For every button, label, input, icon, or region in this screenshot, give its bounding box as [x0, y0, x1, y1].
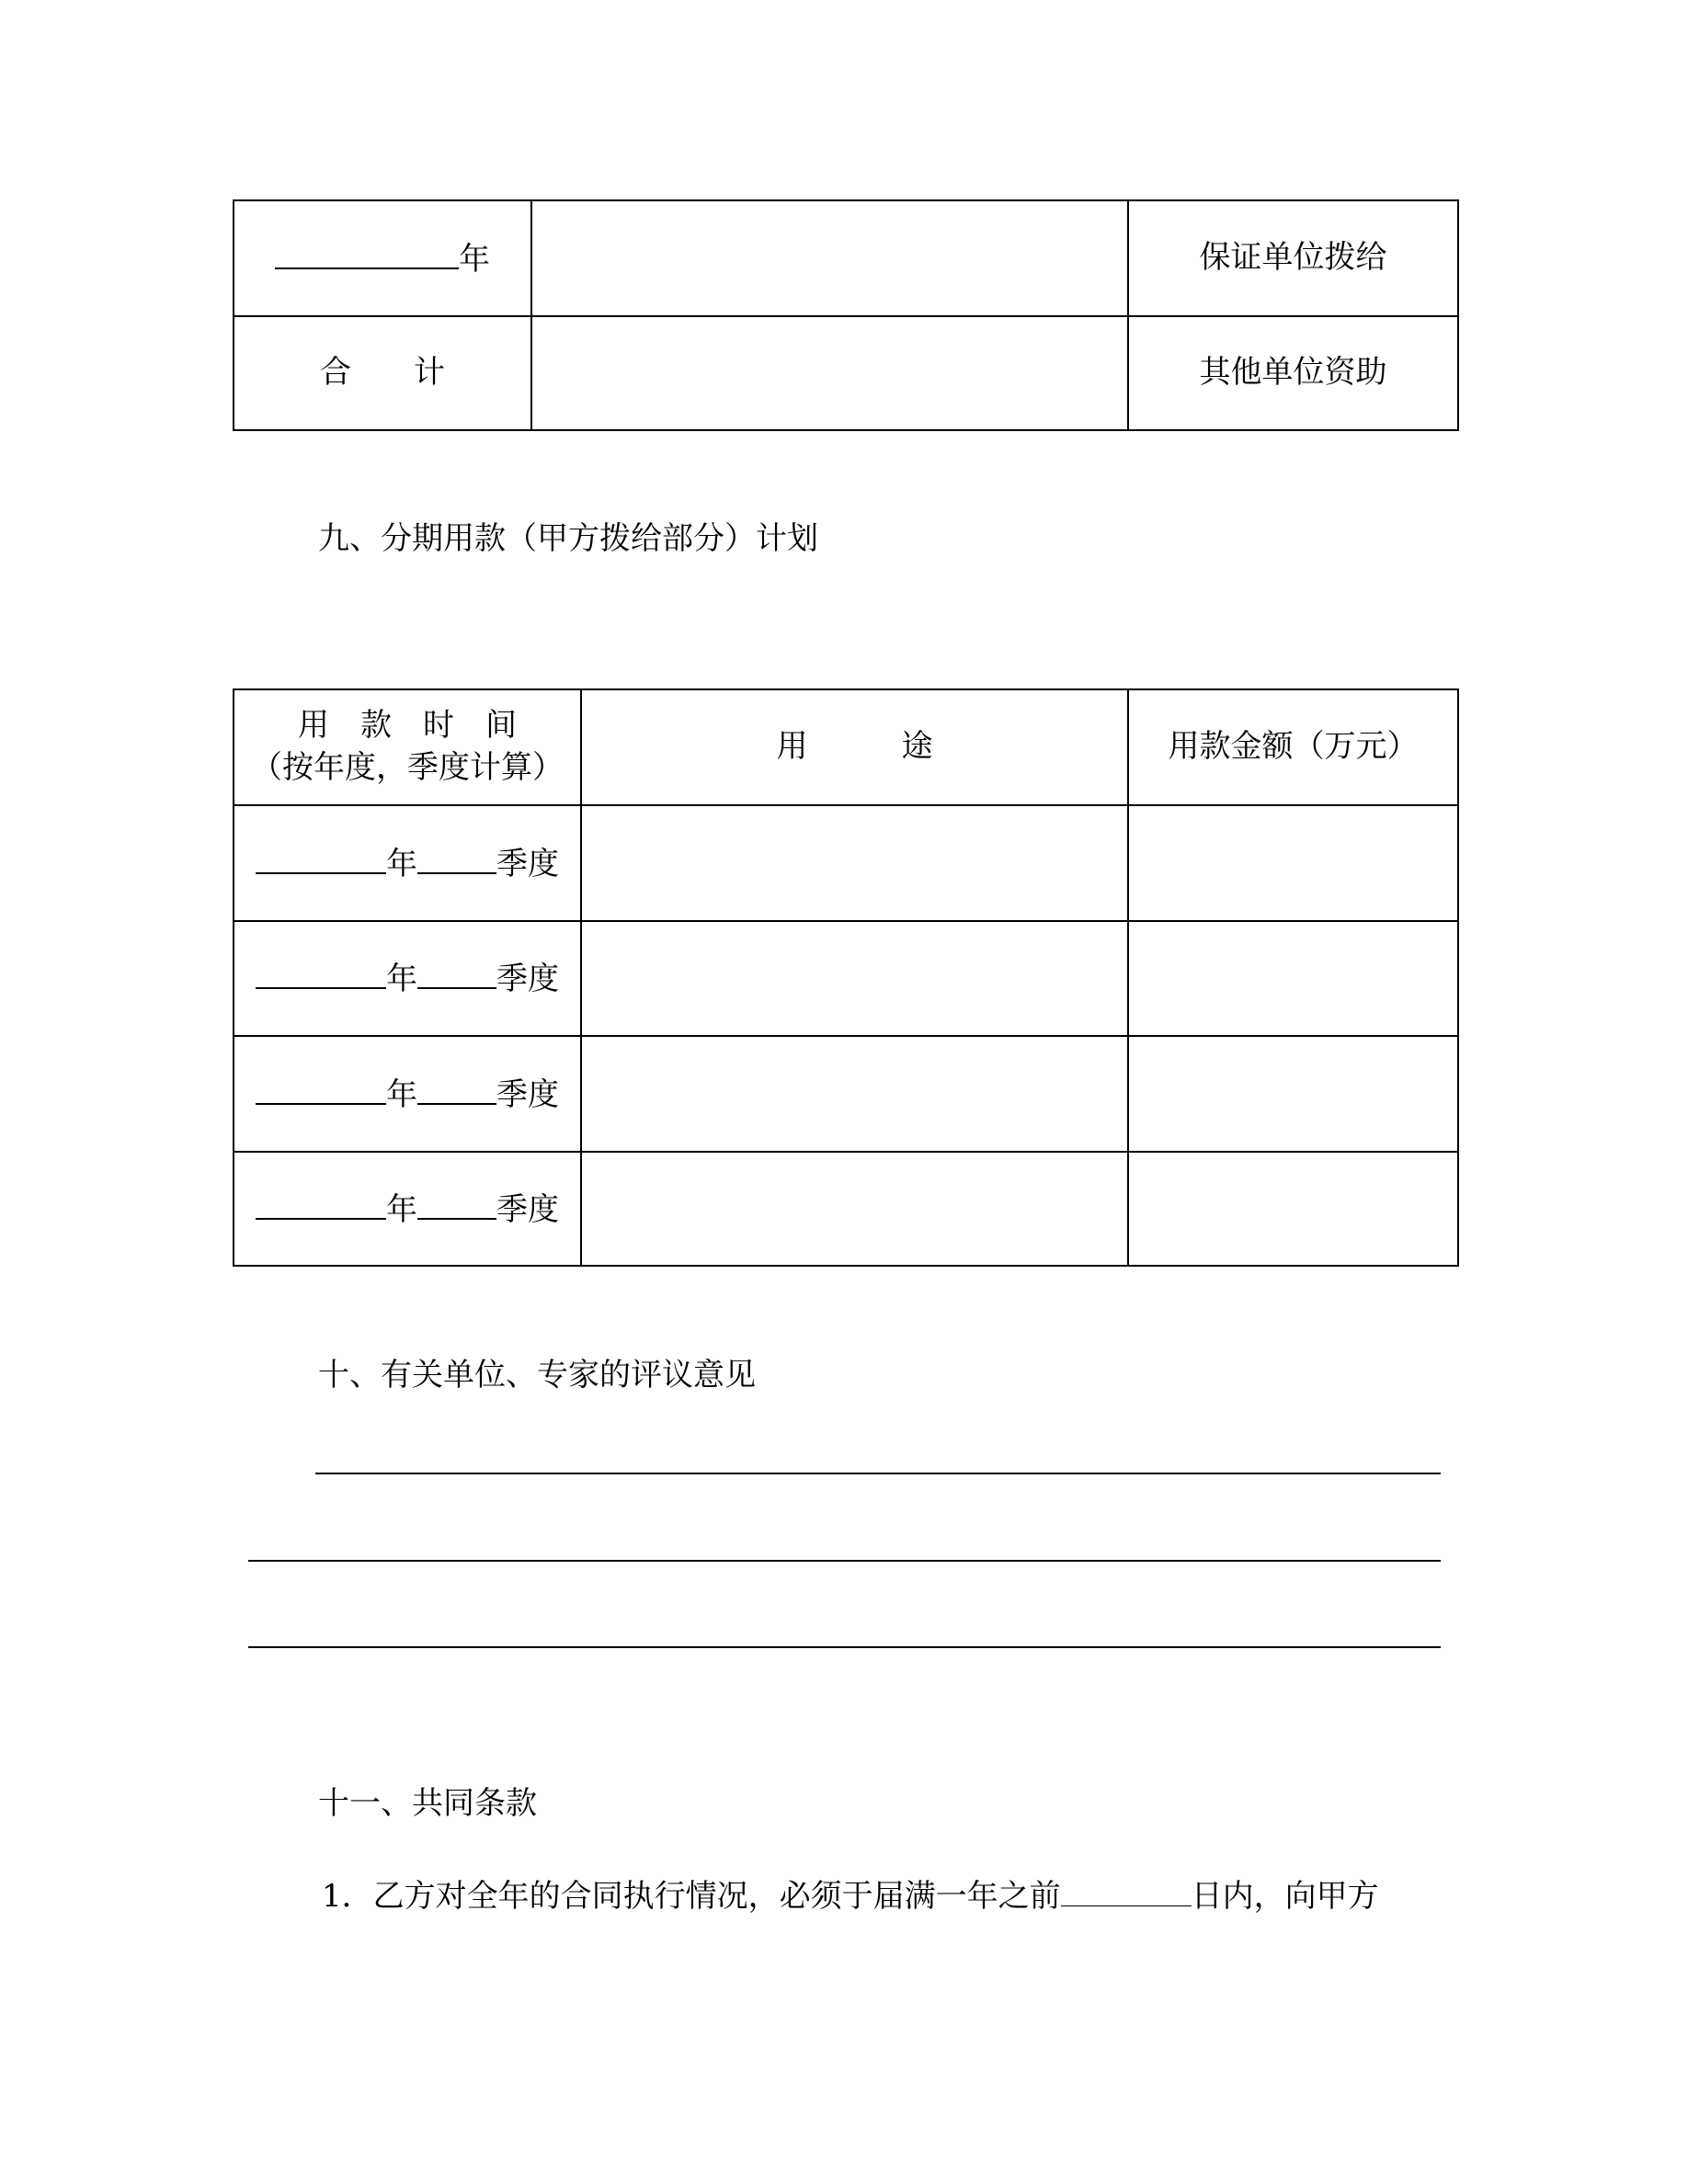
time-cell — [234, 921, 581, 1036]
header-purpose: 用 途 — [581, 689, 1128, 805]
amount-cell[interactable] — [531, 200, 1128, 316]
year-label: 年 — [386, 1075, 417, 1113]
year-label: 年 — [386, 1190, 417, 1228]
quarter-label: 季度 — [496, 1190, 559, 1228]
purpose-cell[interactable] — [581, 805, 1128, 921]
time-cell — [234, 1152, 581, 1266]
quarter-label: 季度 — [496, 845, 559, 882]
comment-line-3[interactable] — [248, 1646, 1441, 1648]
total-label: 合 计 — [234, 316, 531, 430]
table-header-row — [234, 689, 1458, 805]
purpose-cell[interactable] — [581, 1036, 1128, 1152]
year-blank[interactable] — [256, 1187, 386, 1220]
source-label: 其他单位资助 — [1128, 316, 1458, 430]
table-row — [234, 805, 1458, 921]
year-label: 年 — [459, 240, 490, 278]
purpose-cell[interactable] — [581, 921, 1128, 1036]
item1-text-suffix: 日内，向甲方 — [1191, 1878, 1379, 1915]
source-label: 保证单位拨给 — [1128, 200, 1458, 316]
purpose-cell[interactable] — [581, 1152, 1128, 1266]
section11-heading: 十一、共同条款 — [318, 1785, 537, 1822]
comment-line-2[interactable] — [248, 1560, 1441, 1562]
table-row — [234, 1036, 1458, 1152]
funding-source-table — [233, 199, 1459, 431]
quarter-blank[interactable] — [417, 956, 496, 989]
total-amount-cell[interactable] — [531, 316, 1128, 430]
quarter-label: 季度 — [496, 1075, 559, 1113]
item1-text: 1．乙方对全年的合同执行情况，必须于届满一年之前 — [322, 1878, 1061, 1915]
year-blank[interactable] — [275, 236, 459, 269]
header-time-line2: （按年度，季度计算） — [251, 749, 564, 786]
quarter-blank[interactable] — [417, 1072, 496, 1105]
section9-heading: 九、分期用款（甲方拨给部分）计划 — [318, 520, 818, 557]
table-row — [234, 921, 1458, 1036]
comment-line-1[interactable] — [315, 1473, 1441, 1474]
quarter-blank[interactable] — [417, 841, 496, 874]
time-cell — [234, 805, 581, 921]
amount-cell[interactable] — [1128, 1152, 1458, 1266]
table-row — [234, 1152, 1458, 1266]
quarter-label: 季度 — [496, 961, 559, 998]
section10-heading: 十、有关单位、专家的评议意见 — [318, 1357, 756, 1393]
amount-cell[interactable] — [1128, 1036, 1458, 1152]
quarter-blank[interactable] — [417, 1187, 496, 1220]
year-label: 年 — [386, 845, 417, 882]
table-row — [234, 200, 1458, 316]
header-time — [234, 689, 581, 805]
days-blank[interactable] — [1061, 1874, 1192, 1906]
header-time-line1: 用 款 时 间 — [298, 707, 517, 745]
table-row — [234, 316, 1458, 430]
installment-plan-table — [233, 688, 1459, 1267]
year-blank[interactable] — [256, 956, 386, 989]
amount-cell[interactable] — [1128, 805, 1458, 921]
year-blank[interactable] — [256, 841, 386, 874]
amount-cell[interactable] — [1128, 921, 1458, 1036]
time-cell — [234, 1036, 581, 1152]
year-label: 年 — [386, 961, 417, 998]
year-cell — [234, 200, 531, 316]
header-amount: 用款金额（万元） — [1128, 689, 1458, 805]
section11-item1 — [322, 1874, 1379, 1915]
year-blank[interactable] — [256, 1072, 386, 1105]
